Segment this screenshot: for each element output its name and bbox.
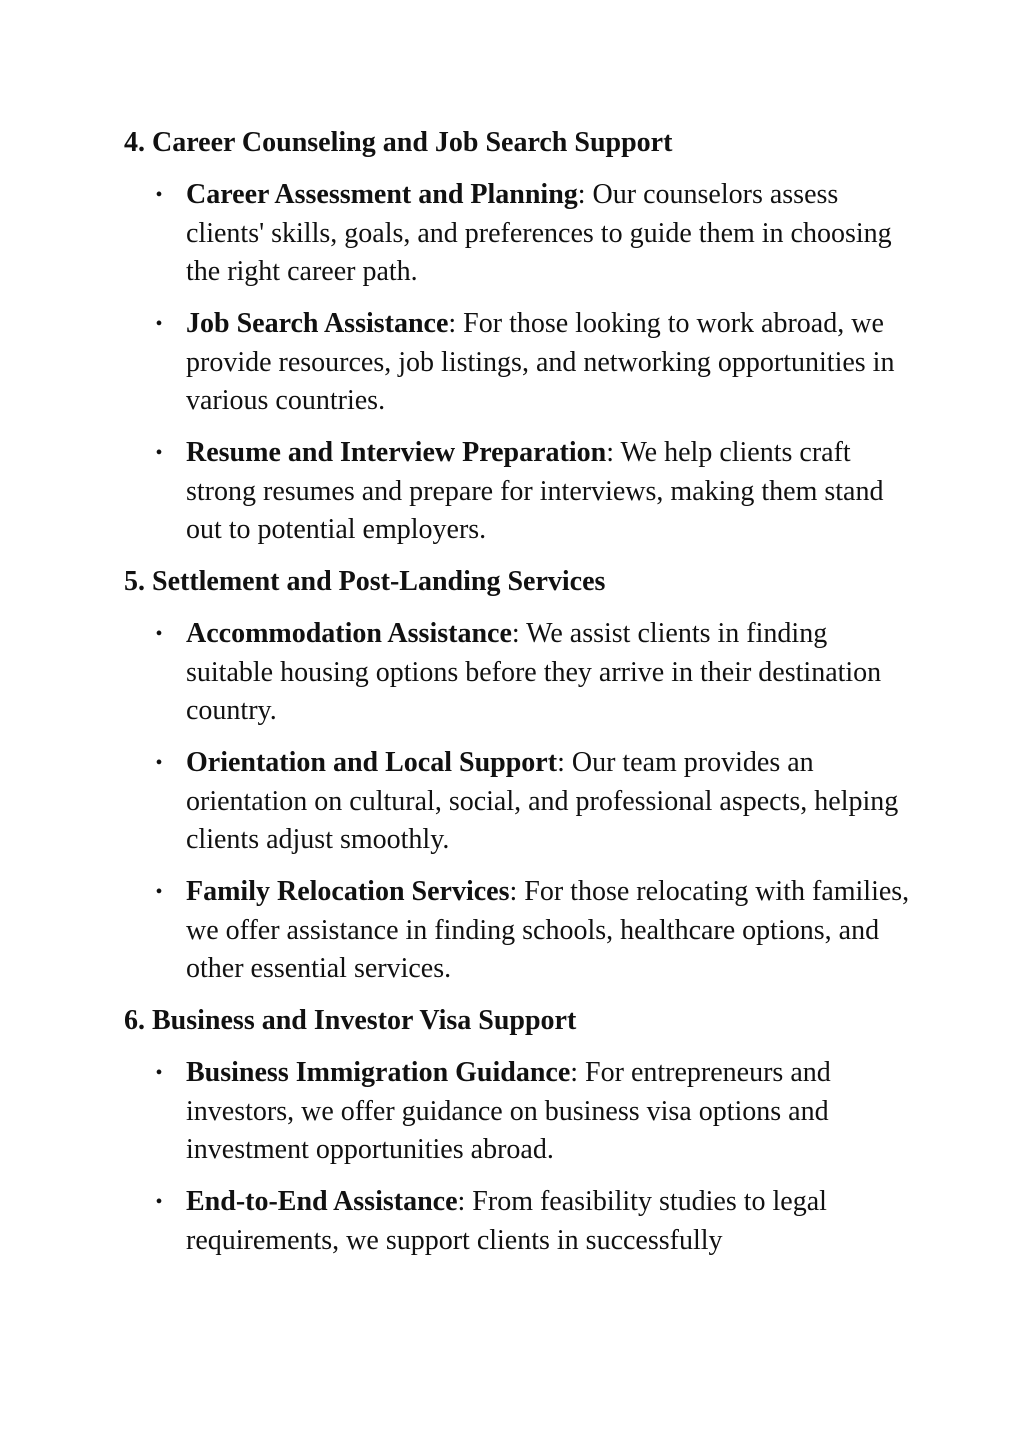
item-term: Accommodation Assistance <box>186 618 512 649</box>
item-text: : Our team provides an orientation on cultural, social, and professional aspects, helping clients adjust smoothly. <box>186 747 899 855</box>
bullet-icon: • <box>155 623 163 645</box>
list-item-resume-interview <box>155 434 916 550</box>
item-term: Business Immigration Guidance <box>186 1057 571 1088</box>
item-term: Resume and Interview Preparation <box>186 437 607 468</box>
bullet-icon: • <box>155 752 163 774</box>
section-heading-business-visa: 6. Business and Investor Visa Support <box>124 1005 577 1036</box>
list-item-job-search-assistance <box>155 305 916 421</box>
bullet-icon: • <box>155 313 163 335</box>
bullet-icon: • <box>155 1191 163 1213</box>
item-text: : From feasibility studies to legal requirements, we support clients in successfully <box>186 1186 827 1256</box>
list-item-end-to-end <box>155 1183 916 1260</box>
bullet-icon: • <box>155 1062 163 1084</box>
section-heading-settlement: 5. Settlement and Post-Landing Services <box>124 566 606 597</box>
item-text: : For those looking to work abroad, we provide resources, job listings, and networking opportunities in various countries. <box>186 308 895 416</box>
item-term: Job Search Assistance <box>186 308 449 339</box>
item-term: End-to-End Assistance <box>186 1186 458 1217</box>
item-text: : For those relocating with families, we offer assistance in finding schools, healthcare options, and other essential services. <box>186 876 910 984</box>
item-text: : We help clients craft strong resumes and prepare for interviews, making them stand out to potential employers. <box>186 437 884 545</box>
section-heading-career-counseling: 4. Career Counseling and Job Search Support <box>124 127 673 158</box>
item-term: Career Assessment and Planning <box>186 179 578 210</box>
bullet-icon: • <box>155 442 163 464</box>
list-item-business-immigration <box>155 1054 916 1170</box>
list-item-orientation <box>155 744 916 860</box>
item-term: Family Relocation Services <box>186 876 510 907</box>
item-text: : Our counselors assess clients' skills, goals, and preferences to guide them in choosing the right career path. <box>186 179 892 287</box>
item-term: Orientation and Local Support <box>186 747 558 778</box>
list-item-accommodation <box>155 615 916 731</box>
list-item-family-relocation <box>155 873 916 989</box>
item-text: : We assist clients in finding suitable housing options before they arrive in their destination country. <box>186 618 882 726</box>
bullet-icon: • <box>155 184 163 206</box>
bullet-icon: • <box>155 881 163 903</box>
list-item-career-assessment <box>155 176 916 292</box>
item-text: : For entrepreneurs and investors, we offer guidance on business visa options and investment opportunities abroad. <box>186 1057 831 1165</box>
